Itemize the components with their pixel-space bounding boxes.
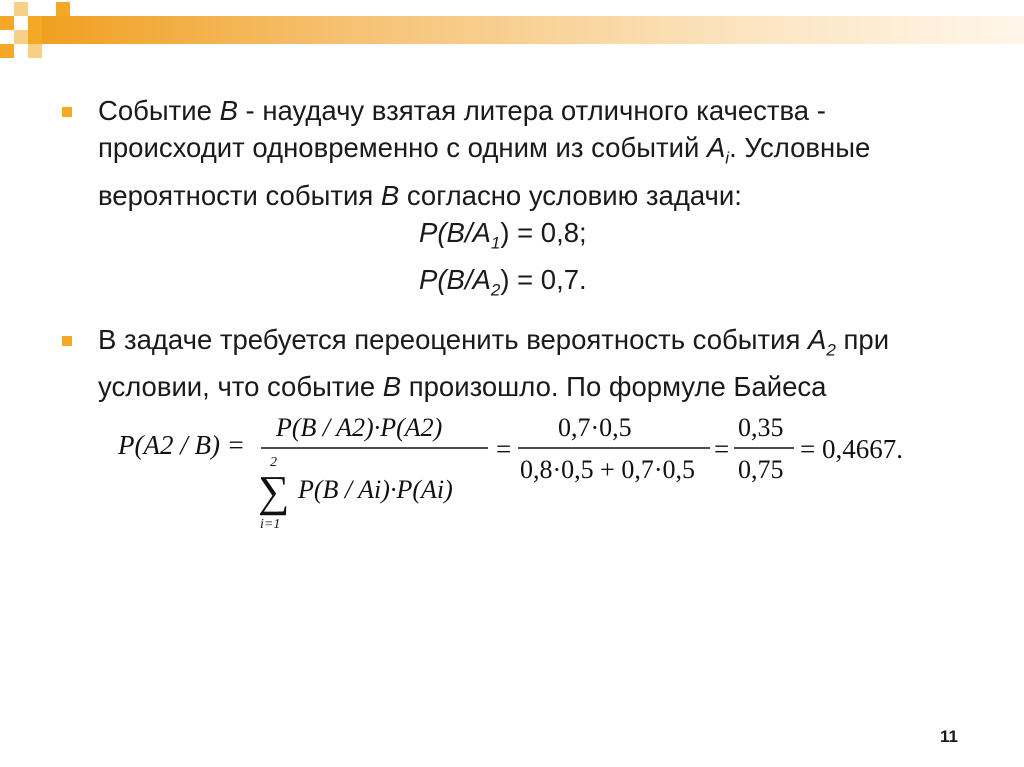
variable-a: A [706,132,726,163]
subscript: 2 [826,340,836,359]
subscript: 1 [490,233,501,252]
variable-a: A [808,323,827,355]
variable-b: B [219,95,238,126]
equation-1 [62,214,962,262]
bullet-icon [62,336,72,346]
formula-denominator-1: P(B / Ai)·P(Ai) [298,475,453,504]
formula-numerator-1: P(B / A2)·P(A2) [276,413,443,442]
deco-square [14,30,28,44]
paragraph-1 [62,92,962,214]
variable-b: B [382,371,402,402]
formula-numerator-3: 0,35 [738,413,784,442]
eq-lhs: P(B/A [419,264,491,295]
header-bar [42,16,1024,44]
slide-number: 11 [940,727,958,746]
equals: = [714,434,730,464]
deco-square [56,2,70,16]
variable-b: B [380,179,400,211]
formula-denominator-3: 0,75 [738,455,784,484]
text: при условии, что событие [98,323,890,402]
formula-lhs: P(A2 / B) = [118,430,245,460]
eq-rhs: ) = 0,7. [500,264,587,295]
formula-numerator-2: 0,7·0,5 [558,413,632,442]
text: - наудачу взятая литера отличного качества - происходит одновременно с одним из событий [98,95,826,163]
subscript: 2 [490,280,501,300]
text: В задаче требуется переоценить вероятность события [98,323,809,355]
sum-lower: i=1 [260,517,281,532]
formula-denominator-2: 0,8·0,5 + 0,7·0,5 [520,455,695,484]
text: . Условные вероятности события [98,132,871,211]
sum-upper: 2 [270,455,277,470]
deco-square [28,16,42,44]
equals: = [496,434,512,464]
sum-icon: ∑ [258,467,290,516]
eq-rhs: ) = 0,8; [500,216,587,248]
text: Событие [98,95,220,126]
text: произошло. По формуле Байеса [401,371,827,402]
eq-lhs: P(B/A [419,216,491,248]
formula-result: = 0,4667. [800,434,903,464]
bullet-icon [62,107,72,117]
text: согласно условию задачи: [399,179,742,211]
deco-square [28,44,42,58]
equation-2 [62,261,962,309]
header-ribbon [0,0,1024,60]
bayes-formula [118,406,938,536]
deco-square [0,16,14,30]
deco-square [14,2,28,16]
deco-square [0,44,14,58]
paragraph-2 [62,321,962,406]
slide-content [62,92,962,405]
subscript: i [725,148,730,168]
